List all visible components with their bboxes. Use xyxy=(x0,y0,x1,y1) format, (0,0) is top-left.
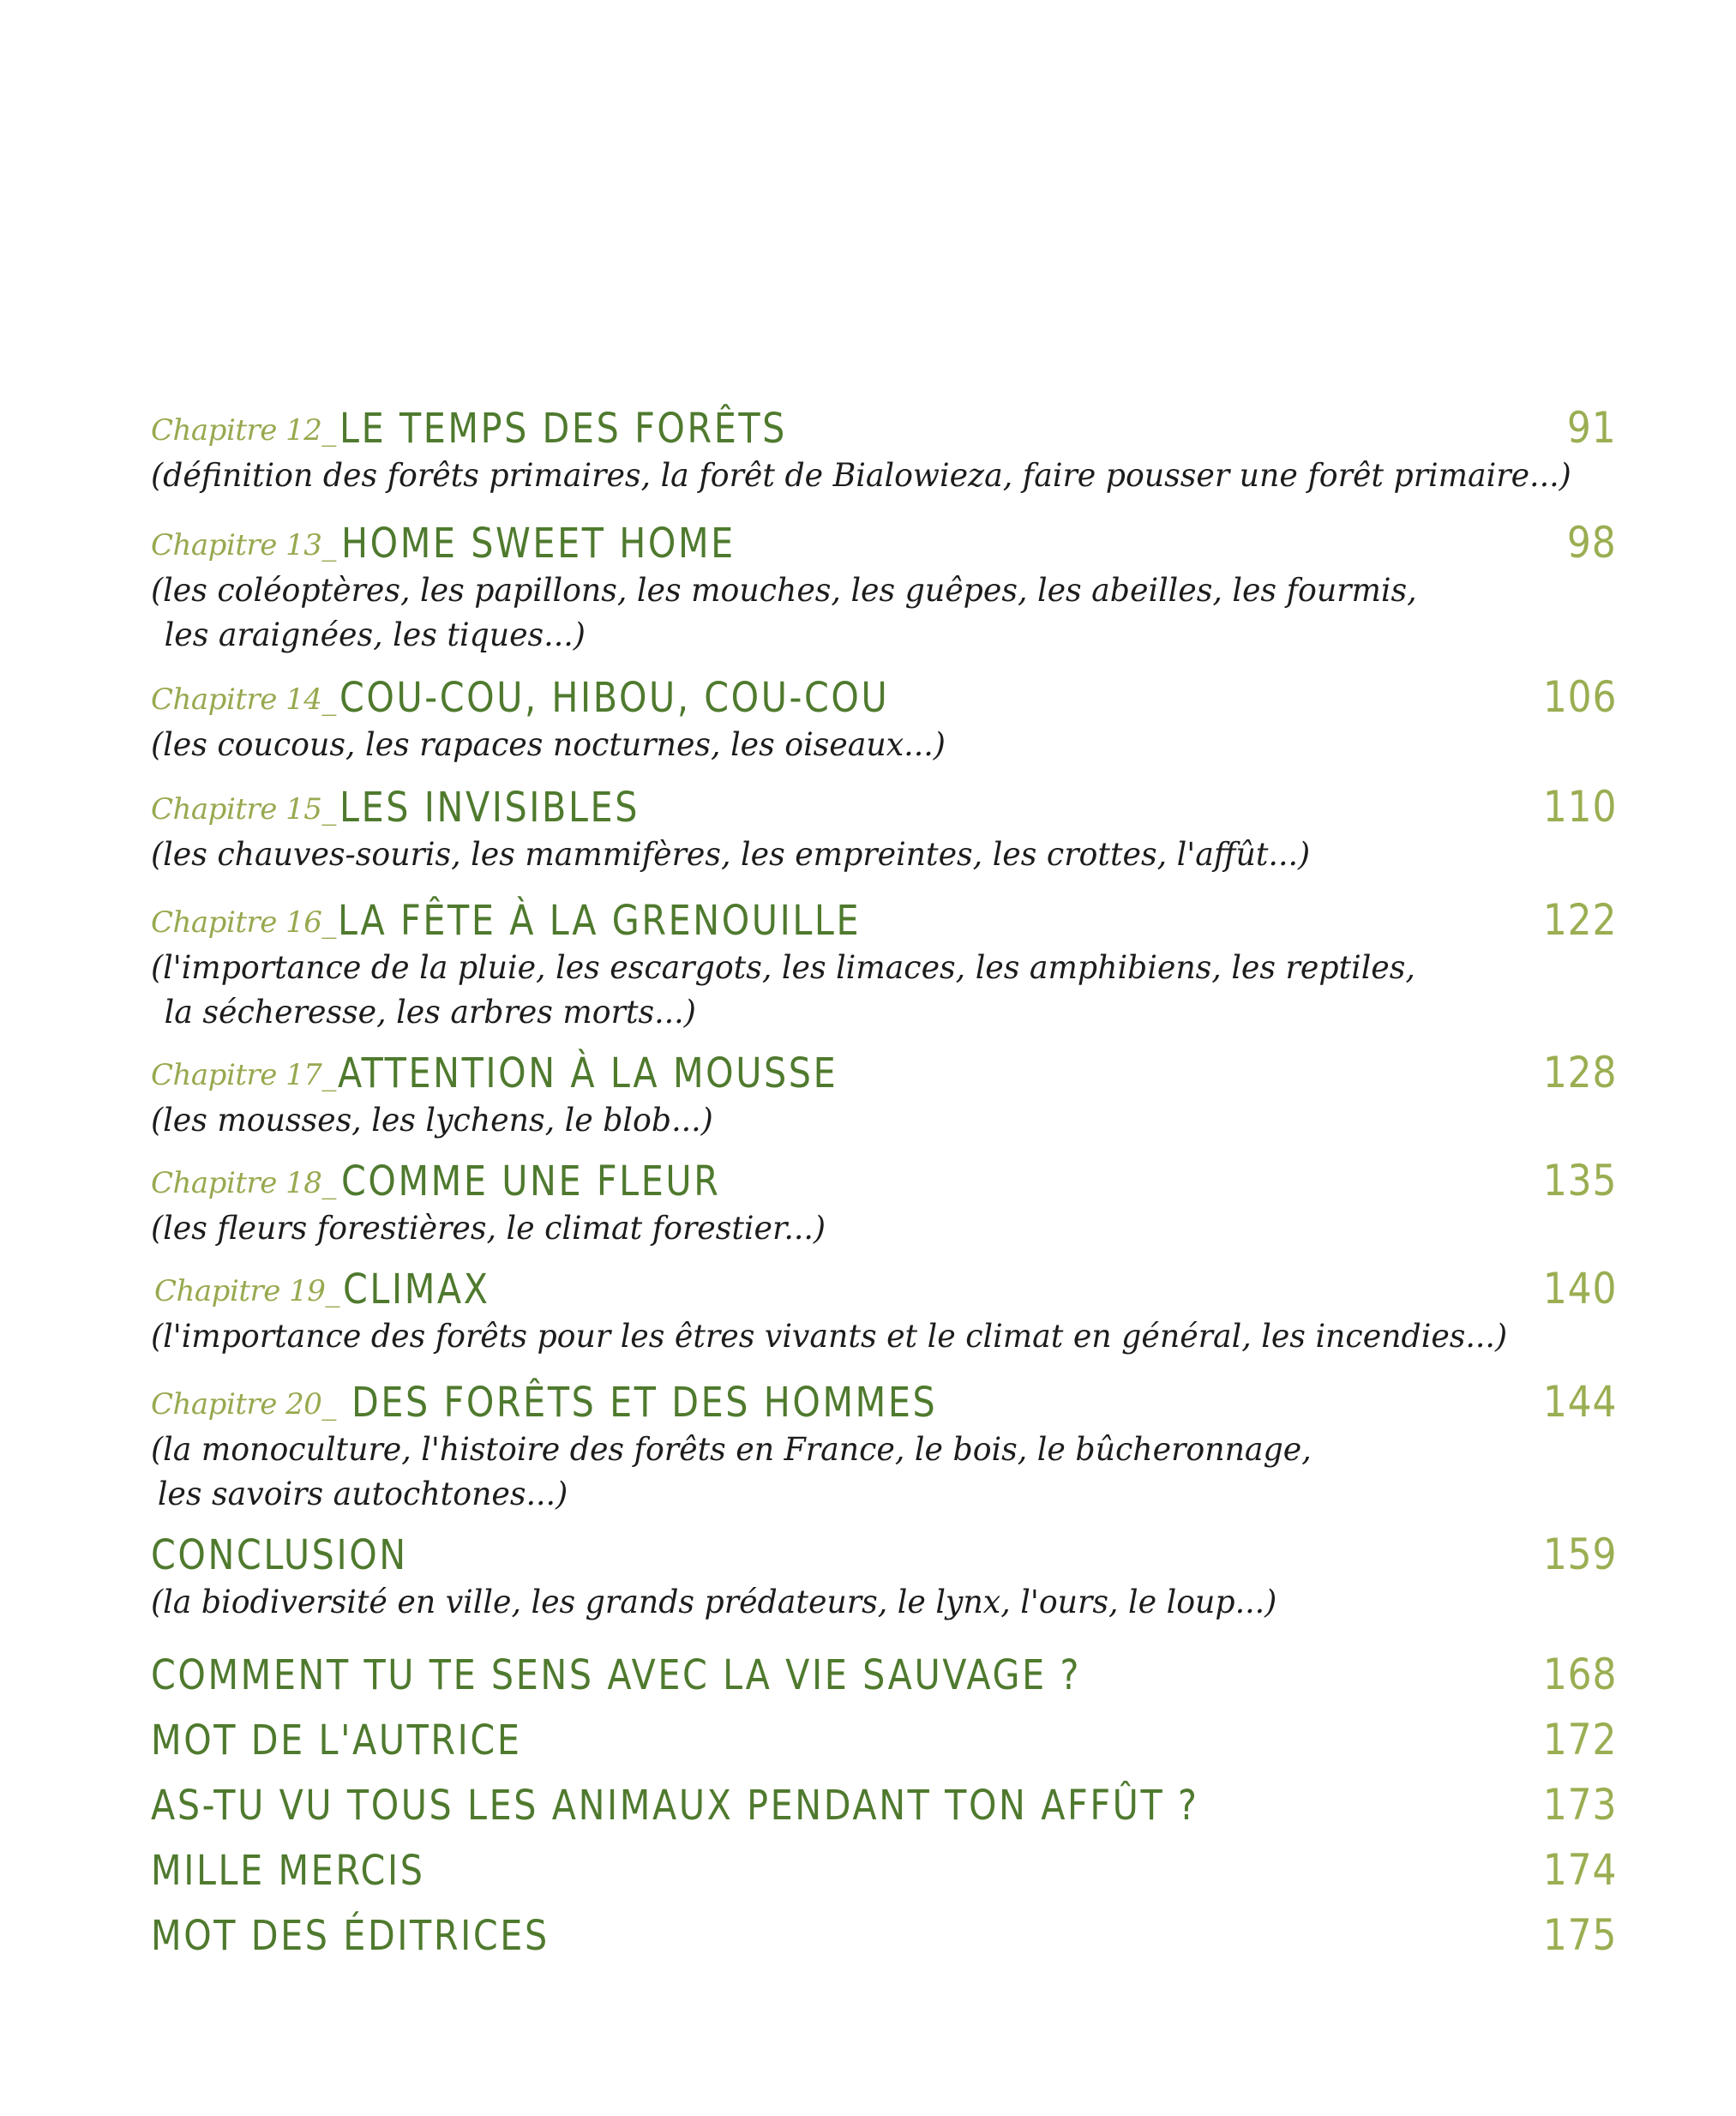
chapter-title: CLIMAX xyxy=(343,1265,490,1313)
chapter-label: Chapitre 14_ xyxy=(151,682,336,717)
chapter-title: HOME SWEET HOME xyxy=(341,520,736,568)
extra-title: MOT DE L'AUTRICE xyxy=(151,1716,522,1764)
toc-entry-chapter-20 xyxy=(151,1370,1617,1516)
toc-entry-extra xyxy=(151,1708,1617,1764)
chapter-summary-line: (les coléoptères, les papillons, les mouches, les guêpes, les abeilles, les fourmis, xyxy=(151,572,1417,609)
entry-heading xyxy=(151,1708,1617,1764)
toc-entry-chapter-16 xyxy=(151,888,1617,1034)
extra-title: MOT DES ÉDITRICES xyxy=(151,1912,550,1960)
toc-entry-chapter-13 xyxy=(151,511,1617,657)
entry-heading xyxy=(151,775,1617,832)
entry-heading xyxy=(151,665,1617,722)
entry-heading xyxy=(151,1149,1617,1205)
chapter-title: LA FÊTE À LA GRENOUILLE xyxy=(338,897,862,945)
toc-entry-chapter-19 xyxy=(151,1257,1617,1358)
chapter-summary-line: (l'importance des forêts pour les êtres vivants et le climat en général, les incendies...) xyxy=(151,1318,1508,1355)
chapter-summary-line: (la monoculture, l'histoire des forêts en France, le bois, le bûcheronnage, xyxy=(151,1431,1312,1468)
chapter-title: COU-COU, HIBOU, COU-COU xyxy=(339,674,890,722)
toc-entry-chapter-12 xyxy=(151,396,1617,497)
page-number: 144 xyxy=(1542,1377,1617,1427)
conclusion-summary-line: (la biodiversité en ville, les grands prédateurs, le lynx, l'ours, le loup...) xyxy=(151,1584,1277,1620)
entry-heading xyxy=(151,1838,1617,1895)
chapter-summary-line: (l'importance de la pluie, les escargots, les limaces, les amphibiens, les reptiles, xyxy=(151,949,1415,986)
chapter-label: Chapitre 19_ xyxy=(154,1274,339,1308)
chapter-summary-line: la sécheresse, les arbres morts...) xyxy=(164,994,696,1031)
chapter-label: Chapitre 20_ xyxy=(151,1387,336,1422)
entry-heading xyxy=(151,1523,1617,1579)
page-number: 168 xyxy=(1542,1650,1617,1699)
chapter-summary-line: (les coucous, les rapaces nocturnes, les oiseaux...) xyxy=(151,726,946,763)
chapter-label: Chapitre 15_ xyxy=(151,792,336,827)
page-number: 106 xyxy=(1542,672,1617,722)
chapter-label: Chapitre 18_ xyxy=(151,1166,336,1200)
toc-entry-chapter-14 xyxy=(151,665,1617,766)
chapter-label: Chapitre 16_ xyxy=(151,905,336,940)
chapter-title: ATTENTION À LA MOUSSE xyxy=(338,1049,838,1097)
page-number: 172 xyxy=(1542,1715,1617,1764)
chapter-label: Chapitre 12_ xyxy=(151,413,336,448)
toc-entry-extra xyxy=(151,1838,1617,1895)
page-number: 140 xyxy=(1542,1264,1617,1313)
extra-title: COMMENT TU TE SENS AVEC LA VIE SAUVAGE ? xyxy=(151,1651,1081,1699)
chapter-summary-line: (les mousses, les lychens, le blob...) xyxy=(151,1102,713,1139)
toc-entry-conclusion xyxy=(151,1523,1617,1624)
page-number: 122 xyxy=(1542,895,1617,945)
page-number: 91 xyxy=(1567,403,1617,453)
chapter-summary-line: les savoirs autochtones...) xyxy=(157,1476,568,1512)
entry-heading xyxy=(151,1773,1617,1830)
chapter-label: Chapitre 13_ xyxy=(151,528,336,562)
toc-entry-extra xyxy=(151,1903,1617,1960)
page-number: 174 xyxy=(1542,1845,1617,1895)
page-number: 128 xyxy=(1542,1048,1617,1097)
toc-entry-chapter-17 xyxy=(151,1041,1617,1142)
entry-heading xyxy=(151,396,1617,453)
chapter-title: LES INVISIBLES xyxy=(339,784,640,832)
toc-entry-chapter-18 xyxy=(151,1149,1617,1250)
entry-heading xyxy=(151,1643,1617,1699)
chapter-title: LE TEMPS DES FORÊTS xyxy=(339,405,787,453)
page-number: 98 xyxy=(1567,518,1617,568)
conclusion-title: CONCLUSION xyxy=(151,1531,408,1579)
toc-entry-chapter-15 xyxy=(151,775,1617,876)
extra-title: AS-TU VU TOUS LES ANIMAUX PENDANT TON AFFÛT ? xyxy=(151,1782,1199,1830)
chapter-summary-line: les araignées, les tiques...) xyxy=(164,616,586,653)
entry-heading xyxy=(151,511,1617,568)
entry-heading xyxy=(151,888,1617,945)
toc-entry-extra xyxy=(151,1643,1617,1699)
chapter-summary-line: (définition des forêts primaires, la forêt de Bialowieza, faire pousser une forêt primaire...) xyxy=(151,457,1571,494)
entry-heading xyxy=(151,1041,1617,1097)
page-number: 173 xyxy=(1542,1780,1617,1830)
page-number: 175 xyxy=(1542,1910,1617,1960)
chapter-title: COMME UNE FLEUR xyxy=(341,1157,721,1205)
extra-title: MILLE MERCIS xyxy=(151,1847,425,1895)
chapter-summary-line: (les chauves-souris, les mammifères, les empreintes, les crottes, l'affût...) xyxy=(151,836,1311,873)
page-number: 110 xyxy=(1542,782,1617,832)
page-number: 135 xyxy=(1542,1156,1617,1205)
page-number: 159 xyxy=(1542,1530,1617,1579)
chapter-label: Chapitre 17_ xyxy=(151,1058,336,1092)
entry-heading xyxy=(151,1903,1617,1960)
entry-heading xyxy=(151,1257,1617,1313)
toc-entry-extra xyxy=(151,1773,1617,1830)
entry-heading xyxy=(151,1370,1617,1427)
chapter-summary-line: (les fleurs forestières, le climat forestier...) xyxy=(151,1210,826,1247)
chapter-title: DES FORÊTS ET DES HOMMES xyxy=(351,1379,938,1427)
